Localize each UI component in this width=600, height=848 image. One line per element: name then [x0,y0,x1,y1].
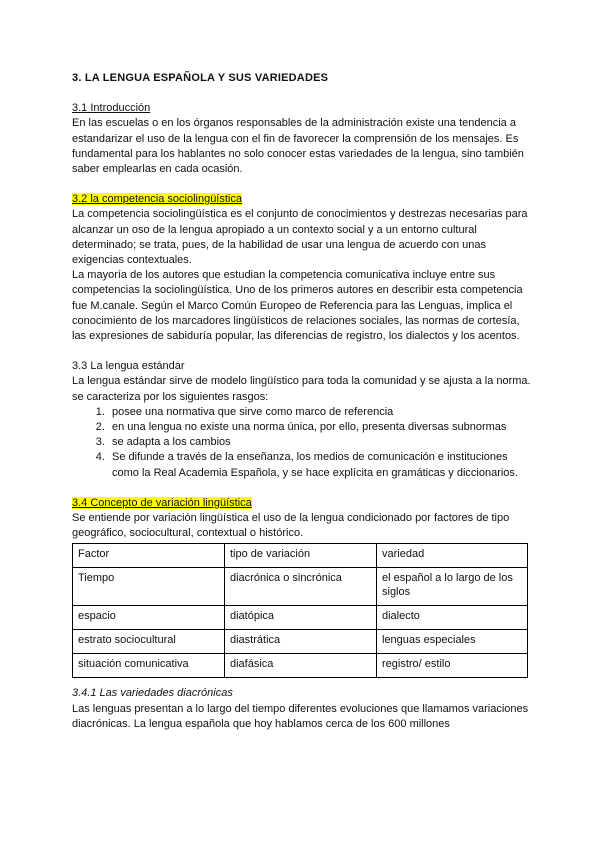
variation-table [72,543,528,678]
table-cell: diacrónica o sincrónica [225,568,377,606]
table-cell: diatópica [225,606,377,630]
section-3-4-heading [72,496,532,511]
table-cell: lenguas especiales [377,630,528,654]
table-row [73,630,528,654]
table-cell: situación comunicativa [73,654,225,678]
section-3-4-heading-text: 3.4 Concepto de variación lingüística [72,496,252,509]
table-row [73,606,528,630]
table-cell: diastrática [225,630,377,654]
list-item: 3. se adapta a los cambios [108,435,532,450]
table-header-cell: variedad [377,544,528,568]
section-3-4-paragraph: Se entiende por variación lingüística el uso de la lengua condicionado por factores de tipo geográfico, sociocultural, contextual o histórico. [72,512,510,540]
table-cell: Tiempo [73,568,225,606]
table-cell: dialecto [377,606,528,630]
table-cell: registro/ estilo [377,654,528,678]
table-row [73,654,528,678]
table-header-row [73,544,528,568]
table-cell: diafásica [225,654,377,678]
list-item: 1. posee una normativa que sirve como marco de referencia [108,405,532,420]
section-3-3-paragraph: La lengua estándar sirve de modelo lingüístico para toda la comunidad y se ajusta a la norma. [72,375,531,388]
table-header-cell: Factor [73,544,225,568]
section-3-2-paragraph-2: La mayoría de los autores que estudian la competencia comunicativa incluye entre sus competencias la sociolingüística. Uno de los primeros autores en describir esta competencia fue M.canale. Según el Marco Común Europeo de Referencia para las Lenguas, implica el conocimiento de los marcadores lingüísticos de relaciones sociales, las normas de cortesía, las expresiones de sabiduría popular, las diferencias de registro, los dialectos y los acentos. [72,269,523,343]
features-list [72,405,532,481]
table-row [73,568,528,606]
list-item: 4. Se difunde a través de la enseñanza, los medios de comunicación e instituciones como la Real Academia Española, y se hace explícita en gramáticas y diccionarios. [108,450,532,480]
section-3-1-paragraph: En las escuelas o en los órganos responsables de la administración existe una tendencia a estandarizar el uso de la lengua con el fin de favorecer la comprensión de los mensajes. Es fundamental para los hablantes no solo conocer estas variedades de la lengua, sino también saber emplearlas en cada ocasión. [72,117,524,176]
section-3-4-1-heading: 3.4.1 Las variedades diacrónicas [72,687,233,700]
table-header-cell: tipo de variación [225,544,377,568]
section-3-1-heading-text: 3.1 Introducción [72,102,151,115]
document-title: 3. LA LENGUA ESPAÑOLA Y SUS VARIEDADES [72,72,329,84]
document-body [72,71,532,732]
list-item: 2. en una lengua no existe una norma única, por ello, presenta diversas subnormas [108,420,532,435]
table-cell: el español a lo largo de los siglos [377,568,528,606]
table-cell: espacio [73,606,225,630]
section-3-1-heading [72,101,532,116]
section-3-3-intro: se caracteriza por los siguientes rasgos: [72,390,269,403]
section-3-3-heading: 3.3 La lengua estándar [72,360,185,373]
section-3-2-paragraph-1: La competencia sociolingüística es el conjunto de conocimientos y destrezas necesarias para alcanzar un oso de la lengua apropiado a un contexto social y a un entorno cultural determinado; se trata, pues, de la habilidad de usar una lengua de acuerdo con unas exigencias contextuales. [72,208,528,267]
table-cell: estrato sociocultural [73,630,225,654]
section-3-2-heading-text: 3.2 la competencia sociolingüística [72,193,242,206]
section-3-2-heading [72,192,532,207]
section-3-4-1-paragraph: Las lenguas presentan a lo largo del tiempo diferentes evoluciones que llamamos variaciones diacrónicas. La lengua española que hoy hablamos cerca de los 600 millones [72,702,529,730]
